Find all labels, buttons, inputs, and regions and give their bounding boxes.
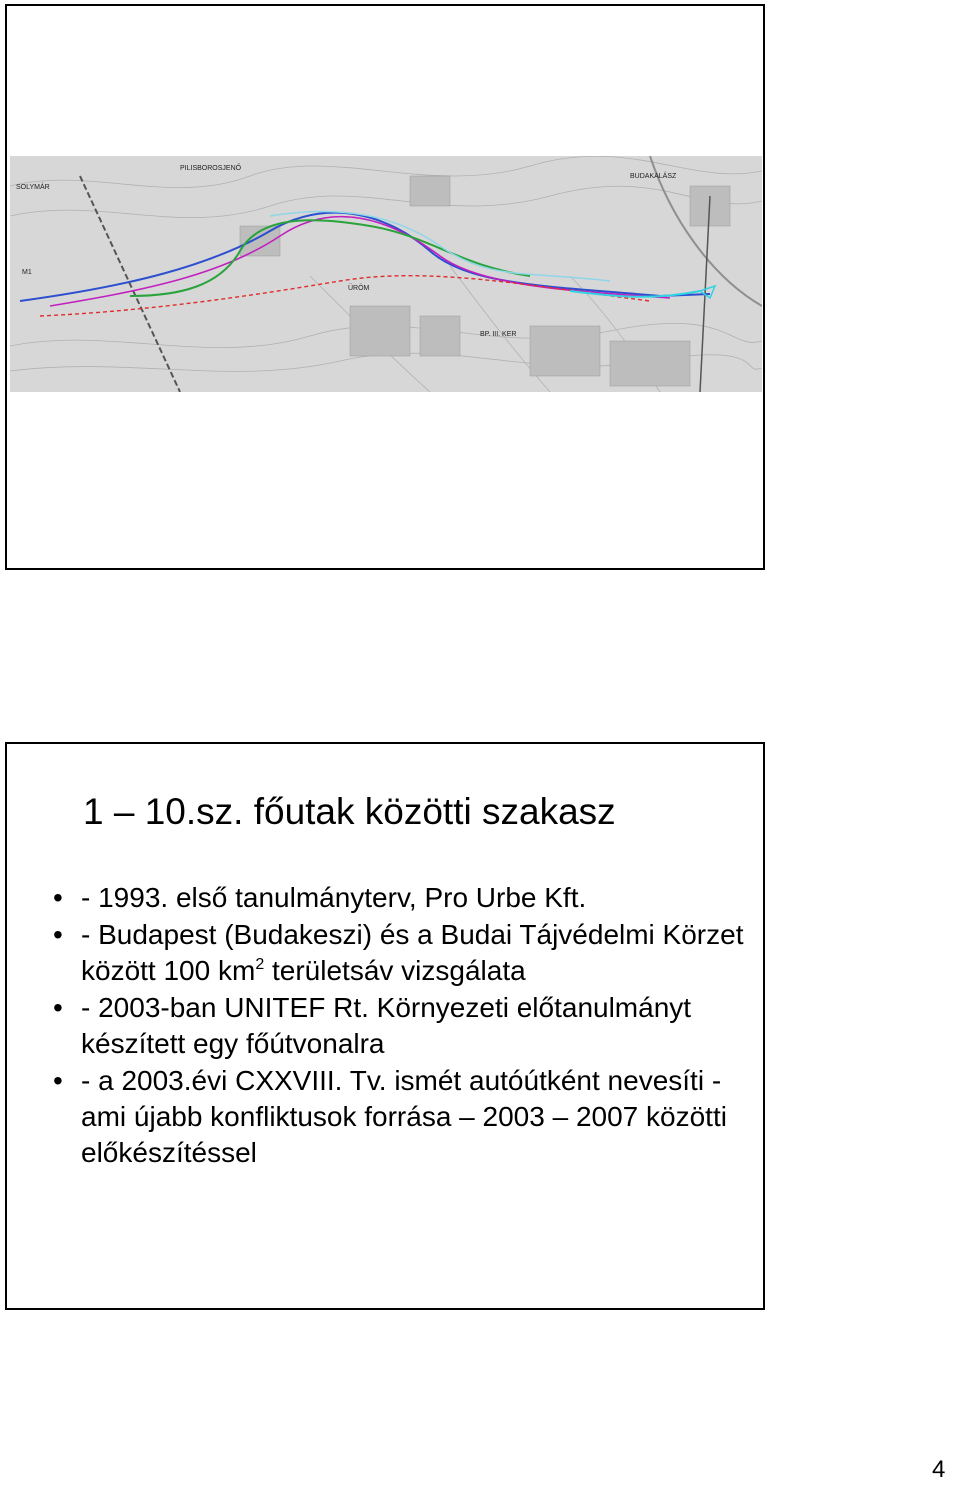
bullet-list [51,880,751,1172]
list-item [51,990,751,1062]
bullet-text: - 2003-ban UNITEF Rt. Környezeti előtanulmányt készített egy főútvonalra [81,992,692,1059]
bullet-text-tail: területsáv vizsgálata [264,955,526,986]
bullet-icon: • [53,882,63,913]
slide-map [5,4,765,570]
bullet-icon: • [53,919,63,950]
map-label-m1: M1 [22,269,32,276]
list-item [51,880,751,916]
bullet-icon: • [53,1065,63,1096]
superscript: 2 [255,956,265,973]
slide-title: 1 – 10.sz. főutak közötti szakasz [83,791,616,832]
slide-text [5,742,765,1310]
map-label-solymar: SOLYMÁR [16,184,50,191]
map-label-budakalasz: BUDAKALÁSZ [630,173,677,180]
page-number: 4 [932,1456,946,1483]
map-label-pilisborosjeno: PILISBOROSJENŐ [180,165,242,172]
map-label-urom: ÜRÖM [348,285,370,292]
route-map-image [10,156,762,392]
bullet-text: - 1993. első tanulmányterv, Pro Urbe Kft. [81,882,587,913]
bullet-text: - Budapest (Budakeszi) és a Budai Tájvédelmi Körzet között 100 km [81,919,744,986]
bullet-text: - a 2003.évi CXXVIII. Tv. ismét autóútként nevesíti - ami újabb konfliktusok forrása – 2003 – 2007 közötti előkészítéssel [81,1065,727,1168]
bullet-icon: • [53,992,63,1023]
map-label-bp3ker: BP. III. KER [480,331,517,338]
list-item [51,917,751,989]
list-item [51,1063,751,1171]
